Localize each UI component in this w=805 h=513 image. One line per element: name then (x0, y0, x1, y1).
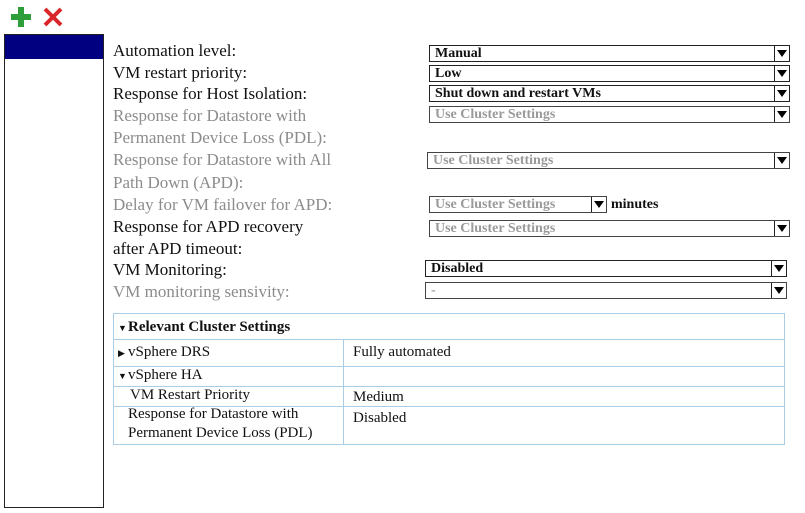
chevron-down-icon[interactable] (591, 197, 606, 212)
vm-restart-priority-select[interactable] (429, 65, 790, 82)
chevron-down-icon[interactable] (774, 107, 789, 122)
vm-monitoring-sensitivity-value: - (431, 283, 436, 298)
row-divider (114, 366, 784, 367)
pdl-row-name-line2: Permanent Device Loss (PDL) (128, 425, 313, 441)
pdl-value: Use Cluster Settings (435, 107, 556, 122)
ha-name: vSphere HA (128, 367, 203, 383)
chevron-down-icon[interactable] (771, 261, 786, 276)
vm-restart-priority-value: Low (435, 66, 462, 81)
chevron-down-icon[interactable] (774, 221, 789, 236)
drs-value: Fully automated (353, 344, 451, 360)
vm-list-selected-item[interactable] (5, 35, 103, 59)
cluster-settings-title: Relevant Cluster Settings (128, 319, 291, 335)
host-isolation-select[interactable] (429, 85, 790, 102)
apd-value: Use Cluster Settings (433, 153, 554, 168)
table-row-ha[interactable] (118, 366, 203, 386)
chevron-down-icon[interactable] (771, 283, 786, 298)
vm-monitoring-label: VM Monitoring: (113, 260, 227, 279)
host-isolation-value: Shut down and restart VMs (435, 86, 601, 101)
vm-monitoring-value: Disabled (431, 261, 484, 276)
vm-monitoring-sensitivity-label: VM monitoring sensivity: (113, 282, 290, 301)
pdl-row-value: Disabled (353, 410, 407, 426)
pdl-label-line1: Response for Datastore with (113, 106, 307, 125)
add-button[interactable] (10, 6, 32, 28)
apd-delay-unit: minutes (611, 197, 659, 212)
vm-monitoring-sensitivity-select[interactable] (425, 282, 787, 299)
apd-delay-label: Delay for VM failover for APD: (113, 195, 333, 214)
collapse-triangle-icon[interactable]: ▼ (118, 371, 127, 381)
pdl-label-line2: Permanent Device Loss (PDL): (113, 128, 327, 147)
pdl-select[interactable] (429, 106, 790, 123)
vm-monitoring-select[interactable] (425, 260, 787, 277)
plus-icon (10, 6, 32, 28)
column-divider (343, 340, 344, 444)
cluster-settings-table (113, 313, 785, 445)
apd-recovery-label-line1: Response for APD recovery (113, 217, 304, 236)
apd-recovery-label-line2: after APD timeout: (113, 239, 243, 258)
restart-priority-name: VM Restart Priority (130, 387, 250, 403)
pdl-row-name-line1: Response for Datastore with (128, 406, 299, 422)
automation-level-label: Automation level: (113, 41, 237, 60)
host-isolation-label: Response for Host Isolation: (113, 84, 308, 103)
apd-label-line1: Response for Datastore with All (113, 150, 332, 169)
automation-level-value: Manual (435, 46, 482, 61)
chevron-down-icon[interactable] (774, 66, 789, 81)
table-row-drs[interactable] (118, 343, 210, 363)
drs-name: vSphere DRS (128, 344, 211, 360)
apd-select[interactable] (427, 152, 790, 169)
chevron-down-icon[interactable] (774, 86, 789, 101)
vm-list[interactable] (4, 34, 104, 508)
apd-recovery-value: Use Cluster Settings (435, 221, 556, 236)
apd-label-line2: Path Down (APD): (113, 173, 244, 192)
cluster-settings-header[interactable] (114, 314, 784, 340)
apd-recovery-select[interactable] (429, 220, 790, 237)
collapse-triangle-icon[interactable]: ▼ (118, 323, 127, 333)
apd-delay-value: Use Cluster Settings (435, 197, 556, 212)
vm-restart-priority-label: VM restart priority: (113, 63, 248, 82)
apd-delay-select[interactable] (429, 196, 607, 213)
remove-button[interactable] (42, 6, 64, 28)
expand-triangle-icon[interactable]: ▶ (118, 348, 125, 358)
automation-level-select[interactable] (429, 45, 790, 62)
chevron-down-icon[interactable] (774, 153, 789, 168)
chevron-down-icon[interactable] (774, 46, 789, 61)
restart-priority-value: Medium (353, 389, 404, 405)
close-icon (42, 6, 64, 28)
